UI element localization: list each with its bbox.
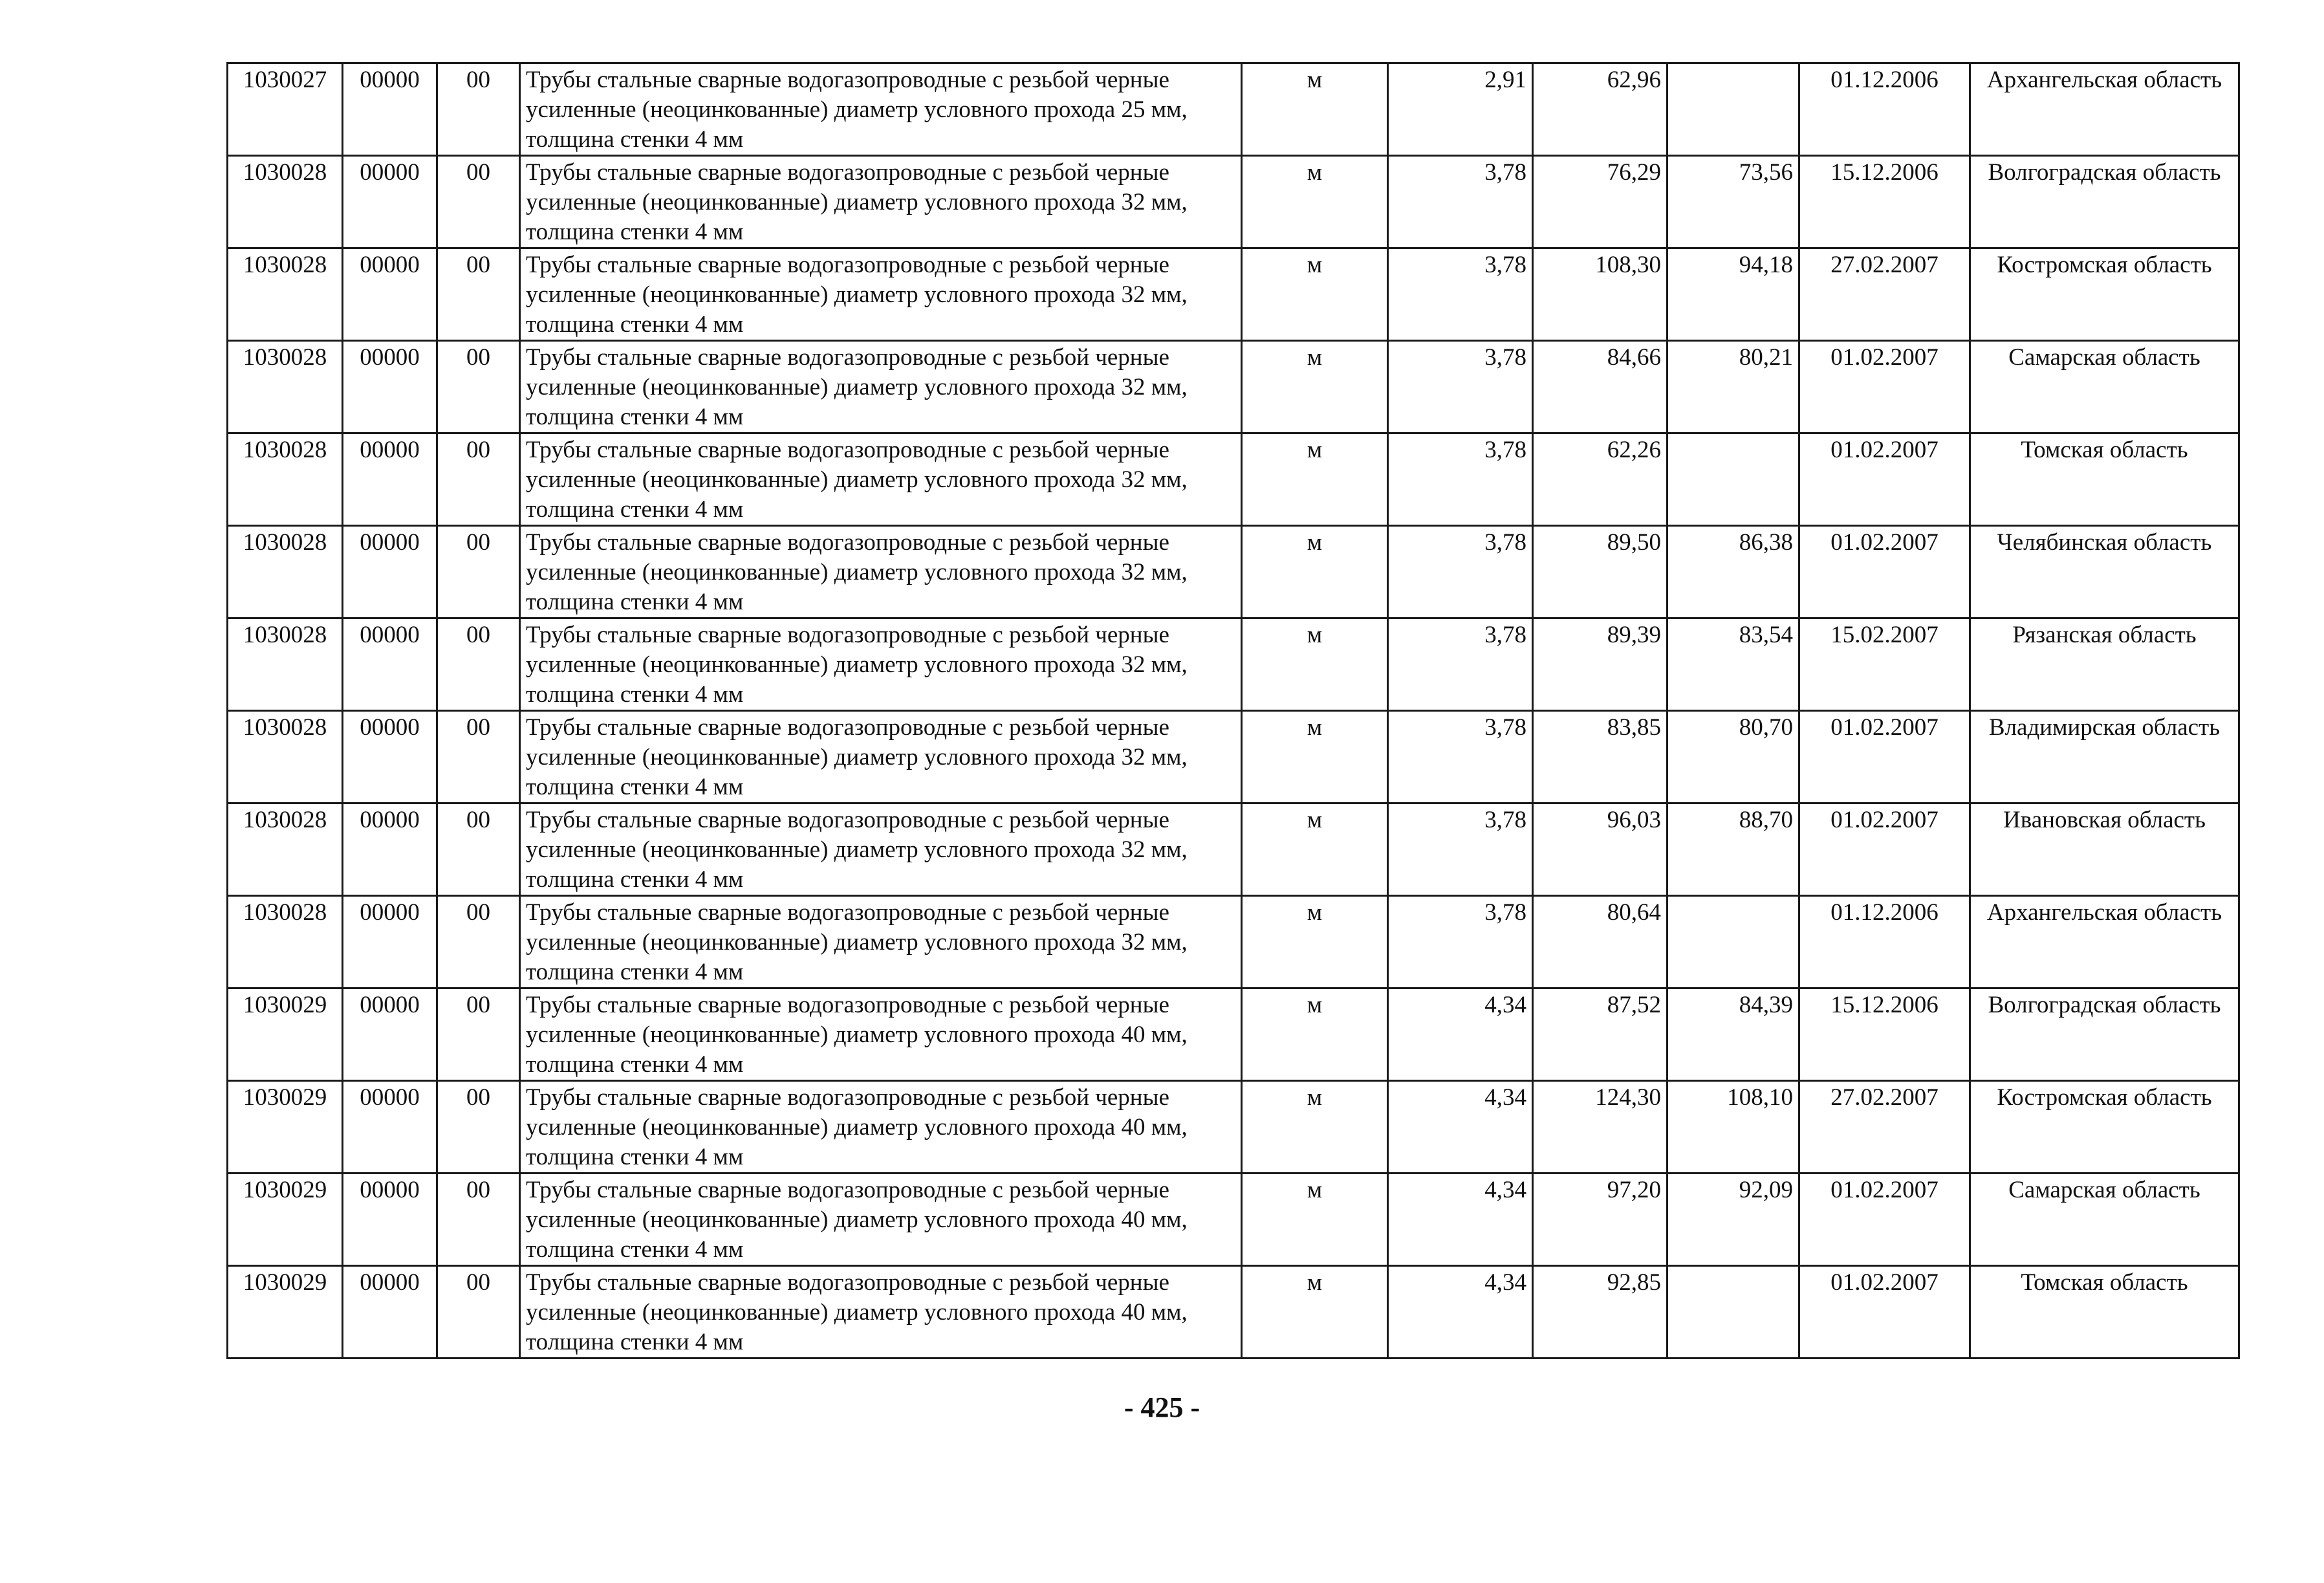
resource-code-cell: 1030028 — [228, 803, 343, 896]
resource-name-cell: Трубы стальные сварные водогазопроводные с резьбой черные усиленные (неоцинкованные) диаметр условного прохода 32 мм, толщина стенки 4 мм — [520, 248, 1242, 341]
subcode2-cell: 00 — [437, 988, 520, 1081]
date-cell: 01.12.2006 — [1799, 63, 1970, 156]
coefficient-cell: 3,78 — [1388, 526, 1533, 618]
subcode2-cell: 00 — [437, 526, 520, 618]
price-alt-cell: 80,21 — [1667, 341, 1799, 433]
region-cell: Самарская область — [1970, 1174, 2239, 1266]
price-cell: 87,52 — [1533, 988, 1667, 1081]
coefficient-cell: 3,78 — [1388, 618, 1533, 711]
price-cell: 97,20 — [1533, 1174, 1667, 1266]
unit-cell: м — [1242, 711, 1388, 803]
subcode-cell: 00000 — [343, 711, 437, 803]
coefficient-cell: 3,78 — [1388, 803, 1533, 896]
price-alt-cell: 108,10 — [1667, 1081, 1799, 1174]
unit-cell: м — [1242, 248, 1388, 341]
price-cell: 92,85 — [1533, 1266, 1667, 1359]
table-row — [228, 711, 2239, 803]
date-cell: 01.02.2007 — [1799, 1174, 1970, 1266]
price-cell: 124,30 — [1533, 1081, 1667, 1174]
unit-cell: м — [1242, 896, 1388, 988]
resource-name-cell: Трубы стальные сварные водогазопроводные с резьбой черные усиленные (неоцинкованные) диаметр условного прохода 32 мм, толщина стенки 4 мм — [520, 526, 1242, 618]
resource-name-cell: Трубы стальные сварные водогазопроводные с резьбой черные усиленные (неоцинкованные) диаметр условного прохода 32 мм, толщина стенки 4 мм — [520, 433, 1242, 526]
resource-code-cell: 1030028 — [228, 618, 343, 711]
subcode2-cell: 00 — [437, 433, 520, 526]
table-row — [228, 433, 2239, 526]
coefficient-cell: 4,34 — [1388, 988, 1533, 1081]
coefficient-cell: 3,78 — [1388, 711, 1533, 803]
resource-code-cell: 1030029 — [228, 1174, 343, 1266]
resource-code-cell: 1030029 — [228, 988, 343, 1081]
date-cell: 15.12.2006 — [1799, 988, 1970, 1081]
coefficient-cell: 4,34 — [1388, 1081, 1533, 1174]
subcode2-cell: 00 — [437, 711, 520, 803]
subcode-cell: 00000 — [343, 896, 437, 988]
table-row — [228, 63, 2239, 156]
date-cell: 01.02.2007 — [1799, 803, 1970, 896]
unit-cell: м — [1242, 1174, 1388, 1266]
coefficient-cell: 3,78 — [1388, 433, 1533, 526]
subcode2-cell: 00 — [437, 1081, 520, 1174]
region-cell: Архангельская область — [1970, 896, 2239, 988]
unit-cell: м — [1242, 988, 1388, 1081]
subcode-cell: 00000 — [343, 433, 437, 526]
subcode-cell: 00000 — [343, 63, 437, 156]
subcode2-cell: 00 — [437, 1174, 520, 1266]
date-cell: 01.02.2007 — [1799, 1266, 1970, 1359]
price-alt-cell: 84,39 — [1667, 988, 1799, 1081]
region-cell: Рязанская область — [1970, 618, 2239, 711]
subcode2-cell: 00 — [437, 156, 520, 248]
price-alt-cell: 83,54 — [1667, 618, 1799, 711]
subcode-cell: 00000 — [343, 341, 437, 433]
coefficient-cell: 3,78 — [1388, 156, 1533, 248]
unit-cell: м — [1242, 156, 1388, 248]
coefficient-cell: 4,34 — [1388, 1174, 1533, 1266]
region-cell: Волгоградская область — [1970, 156, 2239, 248]
resource-code-cell: 1030028 — [228, 248, 343, 341]
price-cell: 80,64 — [1533, 896, 1667, 988]
region-cell: Томская область — [1970, 433, 2239, 526]
table-row — [228, 896, 2239, 988]
resource-name-cell: Трубы стальные сварные водогазопроводные с резьбой черные усиленные (неоцинкованные) диаметр условного прохода 40 мм, толщина стенки 4 мм — [520, 1266, 1242, 1359]
price-alt-cell — [1667, 896, 1799, 988]
price-table — [226, 62, 2240, 1359]
coefficient-cell: 3,78 — [1388, 341, 1533, 433]
unit-cell: м — [1242, 1081, 1388, 1174]
region-cell: Костромская область — [1970, 248, 2239, 341]
region-cell: Самарская область — [1970, 341, 2239, 433]
region-cell: Архангельская область — [1970, 63, 2239, 156]
table-row — [228, 156, 2239, 248]
table-body — [228, 63, 2239, 1359]
subcode2-cell: 00 — [437, 341, 520, 433]
table-row — [228, 341, 2239, 433]
region-cell: Ивановская область — [1970, 803, 2239, 896]
date-cell: 15.12.2006 — [1799, 156, 1970, 248]
resource-name-cell: Трубы стальные сварные водогазопроводные с резьбой черные усиленные (неоцинкованные) диаметр условного прохода 32 мм, толщина стенки 4 мм — [520, 156, 1242, 248]
date-cell: 01.02.2007 — [1799, 341, 1970, 433]
region-cell: Костромская область — [1970, 1081, 2239, 1174]
subcode-cell: 00000 — [343, 618, 437, 711]
date-cell: 01.02.2007 — [1799, 711, 1970, 803]
unit-cell: м — [1242, 526, 1388, 618]
price-alt-cell: 94,18 — [1667, 248, 1799, 341]
unit-cell: м — [1242, 63, 1388, 156]
price-cell: 96,03 — [1533, 803, 1667, 896]
subcode-cell: 00000 — [343, 1081, 437, 1174]
coefficient-cell: 3,78 — [1388, 248, 1533, 341]
page-number: - 425 - — [1124, 1392, 1200, 1423]
subcode2-cell: 00 — [437, 618, 520, 711]
coefficient-cell: 4,34 — [1388, 1266, 1533, 1359]
price-cell: 76,29 — [1533, 156, 1667, 248]
region-cell: Томская область — [1970, 1266, 2239, 1359]
resource-name-cell: Трубы стальные сварные водогазопроводные с резьбой черные усиленные (неоцинкованные) диаметр условного прохода 32 мм, толщина стенки 4 мм — [520, 618, 1242, 711]
resource-name-cell: Трубы стальные сварные водогазопроводные с резьбой черные усиленные (неоцинкованные) диаметр условного прохода 40 мм, толщина стенки 4 мм — [520, 1081, 1242, 1174]
price-alt-cell — [1667, 63, 1799, 156]
resource-code-cell: 1030028 — [228, 526, 343, 618]
resource-code-cell: 1030028 — [228, 341, 343, 433]
subcode-cell: 00000 — [343, 803, 437, 896]
subcode2-cell: 00 — [437, 803, 520, 896]
resource-code-cell: 1030029 — [228, 1081, 343, 1174]
subcode-cell: 00000 — [343, 526, 437, 618]
price-alt-cell — [1667, 433, 1799, 526]
date-cell: 01.02.2007 — [1799, 433, 1970, 526]
date-cell: 27.02.2007 — [1799, 1081, 1970, 1174]
table-row — [228, 1081, 2239, 1174]
resource-name-cell: Трубы стальные сварные водогазопроводные с резьбой черные усиленные (неоцинкованные) диаметр условного прохода 40 мм, толщина стенки 4 мм — [520, 988, 1242, 1081]
resource-code-cell: 1030028 — [228, 433, 343, 526]
price-alt-cell: 86,38 — [1667, 526, 1799, 618]
region-cell: Челябинская область — [1970, 526, 2239, 618]
date-cell: 15.02.2007 — [1799, 618, 1970, 711]
resource-name-cell: Трубы стальные сварные водогазопроводные с резьбой черные усиленные (неоцинкованные) диаметр условного прохода 32 мм, толщина стенки 4 мм — [520, 896, 1242, 988]
resource-code-cell: 1030028 — [228, 711, 343, 803]
resource-name-cell: Трубы стальные сварные водогазопроводные с резьбой черные усиленные (неоцинкованные) диаметр условного прохода 32 мм, толщина стенки 4 мм — [520, 803, 1242, 896]
resource-code-cell: 1030028 — [228, 156, 343, 248]
table-row — [228, 248, 2239, 341]
subcode-cell: 00000 — [343, 988, 437, 1081]
price-cell: 84,66 — [1533, 341, 1667, 433]
subcode-cell: 00000 — [343, 1174, 437, 1266]
resource-name-cell: Трубы стальные сварные водогазопроводные с резьбой черные усиленные (неоцинкованные) диаметр условного прохода 25 мм, толщина стенки 4 мм — [520, 63, 1242, 156]
resource-name-cell: Трубы стальные сварные водогазопроводные с резьбой черные усиленные (неоцинкованные) диаметр условного прохода 40 мм, толщина стенки 4 мм — [520, 1174, 1242, 1266]
price-alt-cell: 88,70 — [1667, 803, 1799, 896]
table-row — [228, 526, 2239, 618]
price-alt-cell: 80,70 — [1667, 711, 1799, 803]
unit-cell: м — [1242, 618, 1388, 711]
region-cell: Волгоградская область — [1970, 988, 2239, 1081]
region-cell: Владимирская область — [1970, 711, 2239, 803]
coefficient-cell: 2,91 — [1388, 63, 1533, 156]
table-row — [228, 618, 2239, 711]
price-alt-cell — [1667, 1266, 1799, 1359]
price-cell: 62,96 — [1533, 63, 1667, 156]
unit-cell: м — [1242, 803, 1388, 896]
price-cell: 89,39 — [1533, 618, 1667, 711]
price-alt-cell: 92,09 — [1667, 1174, 1799, 1266]
unit-cell: м — [1242, 341, 1388, 433]
resource-name-cell: Трубы стальные сварные водогазопроводные с резьбой черные усиленные (неоцинкованные) диаметр условного прохода 32 мм, толщина стенки 4 мм — [520, 711, 1242, 803]
resource-name-cell: Трубы стальные сварные водогазопроводные с резьбой черные усиленные (неоцинкованные) диаметр условного прохода 32 мм, толщина стенки 4 мм — [520, 341, 1242, 433]
resource-code-cell: 1030029 — [228, 1266, 343, 1359]
price-cell: 62,26 — [1533, 433, 1667, 526]
subcode-cell: 00000 — [343, 248, 437, 341]
price-alt-cell: 73,56 — [1667, 156, 1799, 248]
table-row — [228, 988, 2239, 1081]
date-cell: 01.12.2006 — [1799, 896, 1970, 988]
resource-code-cell: 1030028 — [228, 896, 343, 988]
unit-cell: м — [1242, 433, 1388, 526]
subcode2-cell: 00 — [437, 248, 520, 341]
date-cell: 01.02.2007 — [1799, 526, 1970, 618]
coefficient-cell: 3,78 — [1388, 896, 1533, 988]
unit-cell: м — [1242, 1266, 1388, 1359]
resource-code-cell: 1030027 — [228, 63, 343, 156]
subcode2-cell: 00 — [437, 63, 520, 156]
price-cell: 83,85 — [1533, 711, 1667, 803]
table-row — [228, 1174, 2239, 1266]
subcode2-cell: 00 — [437, 896, 520, 988]
date-cell: 27.02.2007 — [1799, 248, 1970, 341]
price-cell: 108,30 — [1533, 248, 1667, 341]
subcode2-cell: 00 — [437, 1266, 520, 1359]
table-row — [228, 1266, 2239, 1359]
table-row — [228, 803, 2239, 896]
subcode-cell: 00000 — [343, 156, 437, 248]
price-cell: 89,50 — [1533, 526, 1667, 618]
subcode-cell: 00000 — [343, 1266, 437, 1359]
